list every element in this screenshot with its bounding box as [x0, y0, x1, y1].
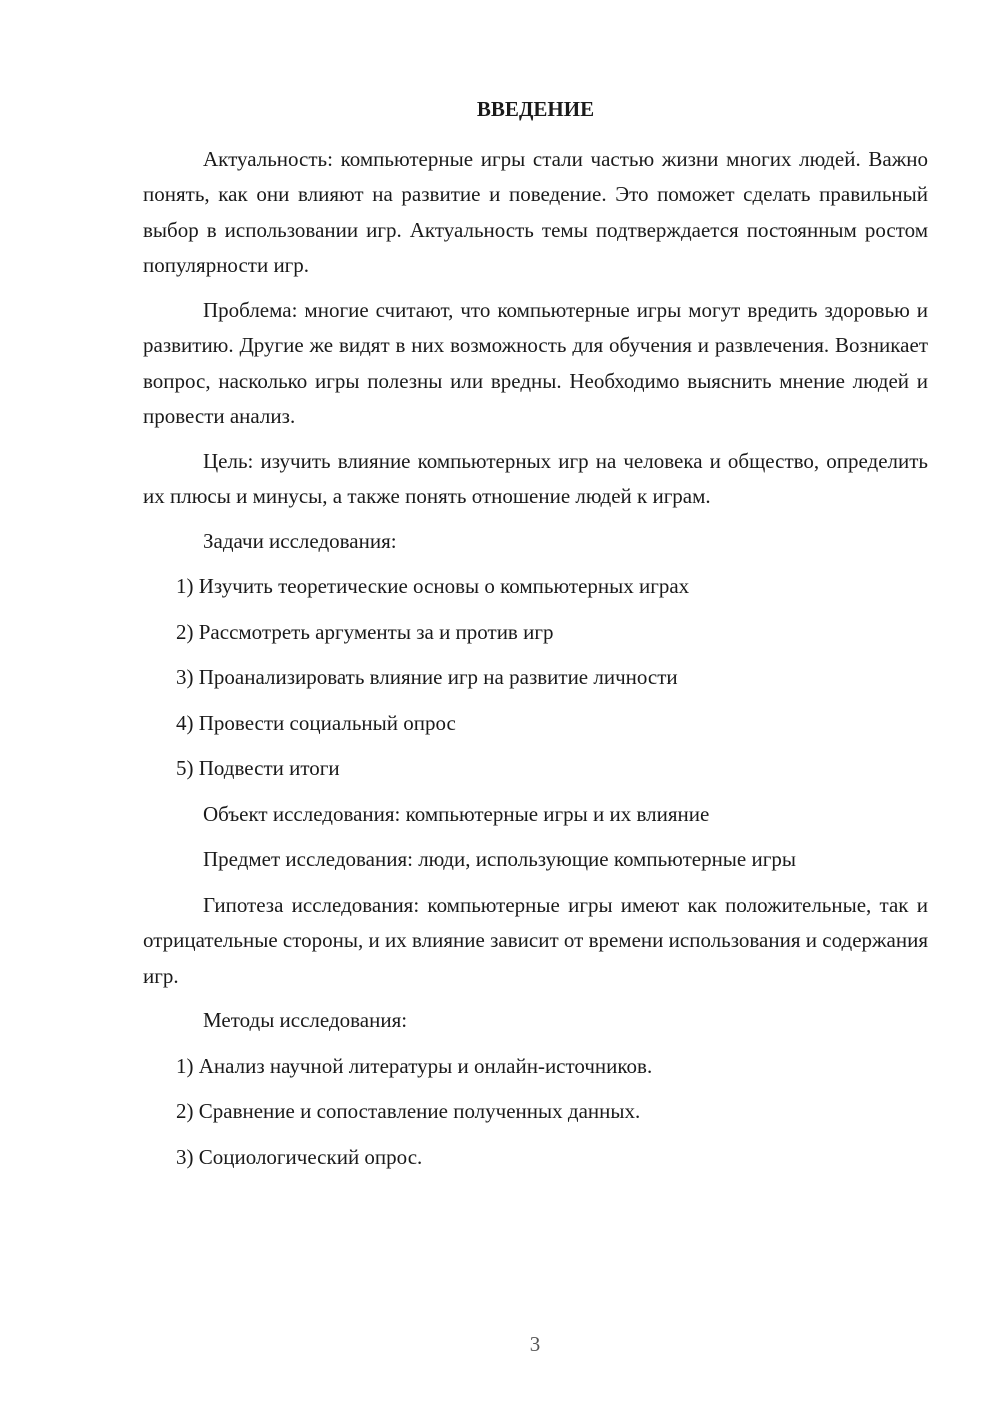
list-item: 1) Анализ научной литературы и онлайн-источников.	[176, 1053, 653, 1078]
goal-paragraph: Цель: изучить влияние компьютерных игр на человека и общество, определить их плюсы и минусы, а также понять отношение людей к играм.	[143, 448, 928, 508]
page-number: 3	[529, 1332, 541, 1356]
list-item: 2) Сравнение и сопоставление полученных данных.	[176, 1099, 641, 1123]
hypothesis-paragraph: Гипотеза исследования: компьютерные игры имеют как положительные, так и отрицательные стороны, и их влияние зависит от времени использования и содержания игр.	[143, 892, 928, 988]
tasks-heading: Задачи исследования:	[203, 528, 397, 553]
problem-paragraph: Проблема: многие считают, что компьютерные игры могут вредить здоровью и развитию. Другие же видят в них возможность для обучения и развлечения. Возникает вопрос, насколько игры полезны или вредны. Необходимо выяснить мнение людей и провести анализ.	[143, 297, 928, 428]
tasks-list	[143, 569, 928, 787]
list-item: 5) Подвести итоги	[176, 756, 340, 780]
list-item: 1) Изучить теоретические основы о компьютерных играх	[176, 574, 690, 598]
list-item: 4) Провести социальный опрос	[176, 710, 456, 735]
relevance-paragraph: Актуальность: компьютерные игры стали частью жизни многих людей. Важно понять, как они влияют на развитие и поведение. Это поможет сделать правильный выбор в использовании игр. Актуальность темы подтверждается постоянным ростом популярности игр.	[143, 146, 928, 277]
list-item: 2) Рассмотреть аргументы за и против игр	[176, 619, 554, 644]
page-title: ВВЕДЕНИЕ	[476, 97, 595, 121]
subject-paragraph: Предмет исследования: люди, использующие компьютерные игры	[203, 847, 796, 871]
object-paragraph: Объект исследования: компьютерные игры и их влияние	[203, 801, 710, 826]
list-item: 3) Проанализировать влияние игр на развитие личности	[176, 665, 678, 689]
methods-heading: Методы исследования:	[203, 1008, 408, 1032]
page-content	[143, 92, 928, 1185]
list-item: 3) Социологический опрос.	[176, 1144, 423, 1169]
methods-list	[143, 1049, 928, 1176]
